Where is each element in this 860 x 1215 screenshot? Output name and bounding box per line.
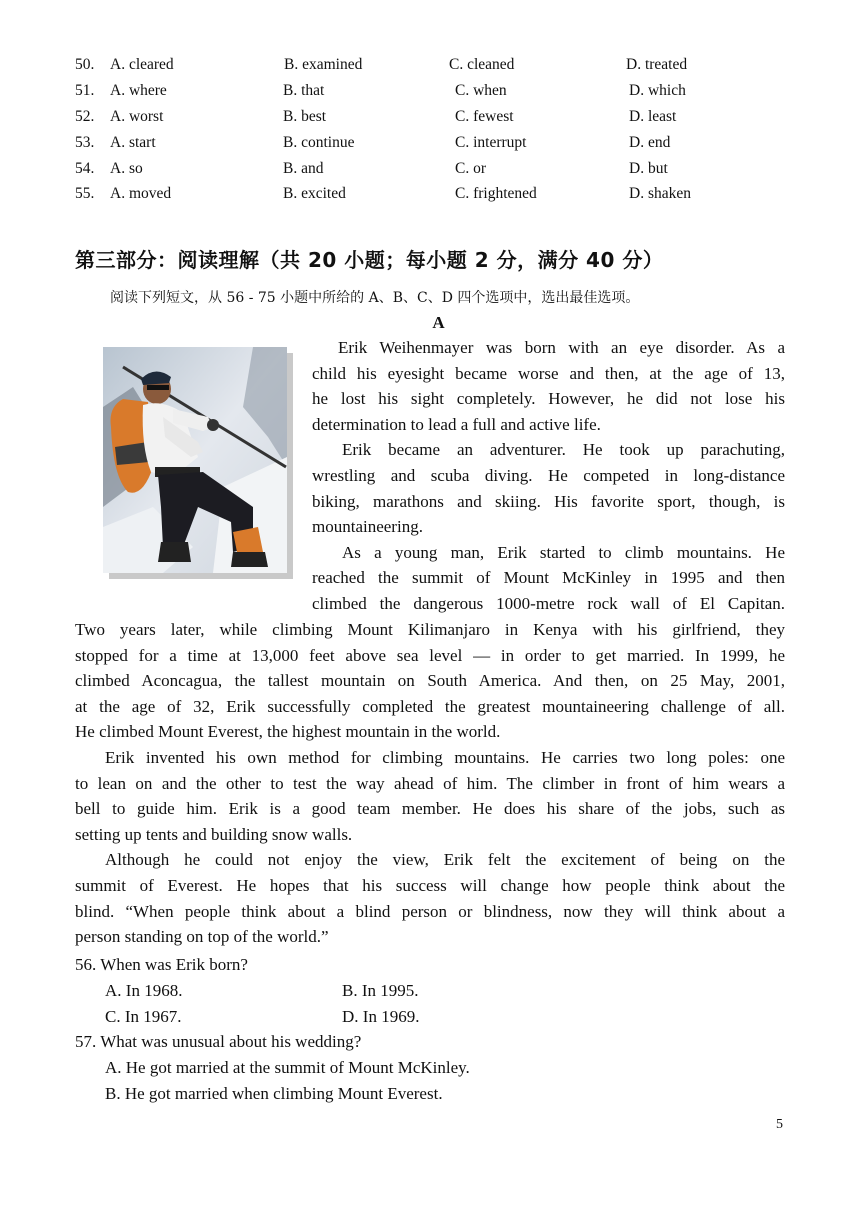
option-c: C. cleaned	[449, 56, 515, 73]
passage-line: Two years later, while climbing Mount Kilimanjaro in Kenya with his girlfriend, they	[75, 620, 785, 639]
passage-line: bell to guide him. Erik is a good team member. He does his share of the jobs, such as	[75, 799, 785, 819]
question-number: 51.	[75, 82, 95, 99]
option-a: A. moved	[110, 185, 172, 202]
passage-line: climbed the dangerous 1000-metre rock wall of El Capitan.	[312, 593, 785, 613]
climber-photo	[103, 347, 293, 579]
question-number: 54.	[75, 160, 95, 177]
passage-line: summit of Everest. He hopes that his success will change how people think about the	[75, 875, 785, 895]
option-c: C. interrupt	[455, 134, 527, 151]
option-row	[75, 185, 775, 207]
option-b: B. continue	[283, 134, 355, 151]
passage-line: Erik became an adventurer. He took up parachuting,	[342, 440, 785, 460]
section-title: 第三部分：阅读理解（共 20 小题；每小题 2 分，满分 40 分）	[75, 248, 664, 272]
passage-label: A	[432, 313, 445, 332]
option-row	[75, 56, 775, 78]
passage-line: stopped for a time at 13,000 feet above sea level — in order to get married. In 1999, he	[75, 645, 785, 665]
option-d: D. least	[629, 108, 677, 125]
option-d: D. but	[629, 160, 668, 177]
option-a: A. worst	[110, 108, 164, 125]
option-row	[75, 108, 775, 130]
question-57-option-a: A. He got married at the summit of Mount McKinley.	[105, 1058, 470, 1077]
option-a: A. where	[110, 82, 167, 99]
option-c: C. or	[455, 160, 486, 177]
passage-line: mountaineering.	[312, 517, 423, 537]
question-57-stem: 57. What was unusual about his wedding?	[75, 1032, 362, 1051]
question-56-option-c: C. In 1967.	[105, 1007, 182, 1026]
option-b: B. and	[283, 160, 324, 177]
passage-full-column	[75, 617, 785, 950]
question-57-option-b: B. He got married when climbing Mount Everest.	[105, 1084, 443, 1103]
passage-line: He climbed Mount Everest, the highest mountain in the world.	[75, 722, 501, 742]
passage-line: determination to lead a full and active life.	[312, 414, 601, 434]
passage-side-column	[312, 335, 785, 617]
passage-line: blind. “When people think about a blind person or blindness, now they will think about a	[75, 901, 785, 921]
passage-line: setting up tents and building snow walls.	[75, 824, 353, 844]
section-instructions: 阅读下列短文，从 56 - 75 小题中所给的 A、B、C、D 四个选项中，选出最佳选项。	[110, 290, 640, 306]
passage-line: Erik invented his own method for climbing mountains. He carries two long poles: one	[105, 747, 785, 767]
passage-line: Erik Weihenmayer was born with an eye disorder. As a	[338, 338, 785, 357]
question-number: 50.	[75, 56, 95, 73]
option-a: A. start	[110, 134, 156, 151]
option-b: B. excited	[283, 185, 346, 202]
option-c: C. fewest	[455, 108, 514, 125]
passage-line: he lost his sight completely. However, he did not lose his	[312, 389, 785, 409]
passage-line: biking, marathons and skiing. His favorite sport, though, is	[312, 491, 785, 511]
question-56-option-d: D. In 1969.	[342, 1007, 420, 1026]
option-c: C. when	[455, 82, 507, 99]
option-a: A. so	[110, 160, 143, 177]
option-a: A. cleared	[110, 56, 174, 73]
question-number: 55.	[75, 185, 95, 202]
passage-line: child his eyesight became worse and then, at the age of 13,	[312, 363, 785, 383]
option-row	[75, 134, 775, 156]
option-d: D. treated	[626, 56, 688, 73]
option-d: D. shaken	[629, 185, 691, 202]
option-d: D. end	[629, 134, 671, 151]
option-b: B. best	[283, 108, 327, 125]
passage-line: reached the summit of Mount McKinley in 1995 and then	[312, 568, 785, 588]
option-d: D. which	[629, 82, 686, 99]
option-b: B. examined	[284, 56, 363, 73]
passage-line: climbed Aconcagua, the tallest mountain on South America. And then, on 25 May, 2001,	[75, 671, 785, 691]
passage-line: Although he could not enjoy the view, Erik felt the excitement of being on the	[105, 850, 785, 870]
passage-line: person standing on top of the world.”	[75, 927, 329, 947]
passage-line: wrestling and scuba diving. He competed in long-distance	[312, 465, 785, 485]
option-row	[75, 160, 775, 182]
passage-line: to lean on and the other to test the way ahead of him. The climber in front of him wears a	[75, 773, 785, 793]
option-b: B. that	[283, 82, 325, 99]
question-56-option-b: B. In 1995.	[342, 981, 419, 1000]
page-number: 5	[776, 1117, 783, 1132]
passage-line: As a young man, Erik started to climb mountains. He	[342, 542, 785, 562]
question-number: 53.	[75, 134, 95, 151]
option-c: C. frightened	[455, 185, 537, 202]
question-number: 52.	[75, 108, 95, 125]
question-56-option-a: A. In 1968.	[105, 981, 183, 1000]
option-row	[75, 82, 775, 104]
question-56-stem: 56. When was Erik born?	[75, 955, 248, 974]
passage-line: at the age of 32, Erik successfully completed the greatest mountaineering challenge of all.	[75, 696, 785, 716]
